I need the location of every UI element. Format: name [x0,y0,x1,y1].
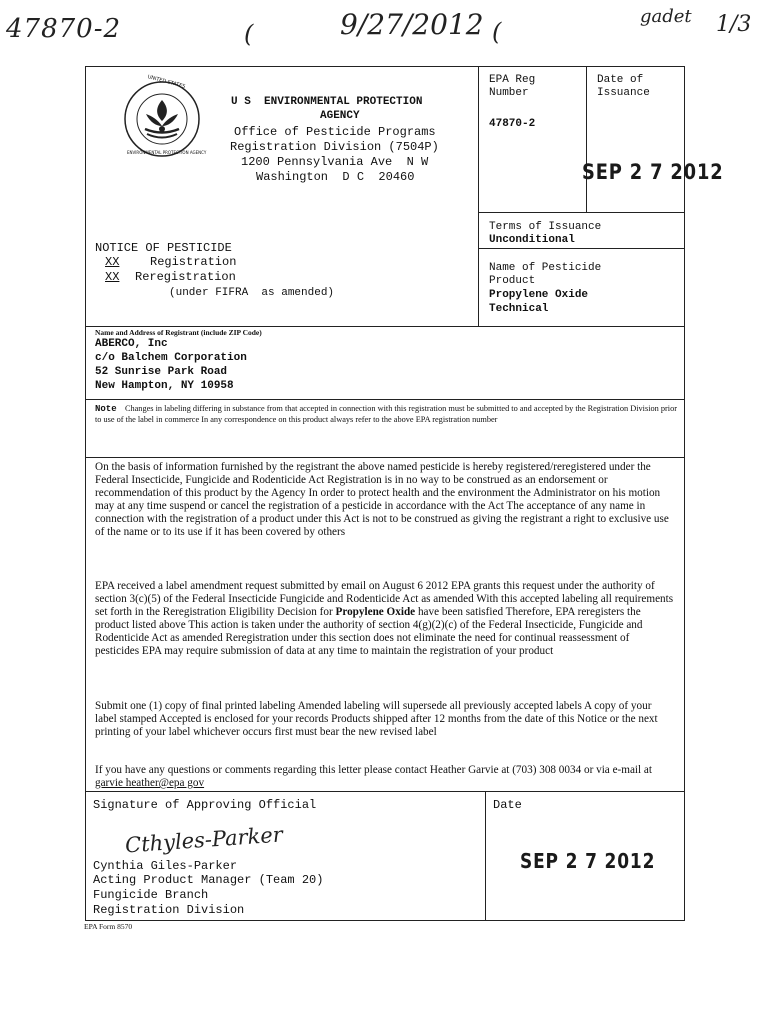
signer-title: Acting Product Manager (Team 20) [93,873,324,887]
issuance-date-label: Date of [597,74,644,86]
product-name: Propylene Oxide [489,289,589,301]
handwritten-paren-right: ( [492,18,502,46]
office-name: Office of Pesticide Programs [234,125,436,139]
epa-seal [123,74,207,158]
issuance-date-label-line2: Issuance [597,87,650,99]
product-name-line2: Technical [489,303,549,315]
terms-label: Terms of Issuance [489,221,602,233]
signer-name: Cynthia Giles-Parker [93,859,238,873]
handwritten-initials: gadet [640,6,692,27]
signer-division: Registration Division [93,903,245,917]
reg-number-value: 47870-2 [489,118,536,130]
handwritten-page-number: 1/3 [716,12,752,37]
amendment-text-pre: EPA received a label amendment request submitted by email on August 6 2012 EPA grants this request under the authority of section 3(c)(5) of the Federal Insecticide Fungicide and Rodenticide Act as amended With this accepted labeling all requirements set forth in the Reregistration Eligibility Decision for [95,580,674,618]
reg-number-label-line2: Number [489,87,529,99]
signature-date-stamp: SEP 2 7 2012 [520,849,656,873]
agency-name-line2: AGENCY [320,110,360,122]
notice-title: NOTICE OF PESTICIDE [95,241,232,255]
amendment-product-name: Propylene Oxide [335,605,416,618]
registrant-line4: New Hampton, NY 10958 [95,380,234,392]
contact-paragraph [95,764,675,790]
contact-text: If you have any questions or comments regarding this letter please contact Heather Garvie at (703) 308 0034 or via e-mail at [95,764,653,776]
product-label-line2: Product [489,275,536,287]
product-label: Name of Pesticide [489,262,602,274]
reregistration-mark: XX [105,270,120,284]
signer-branch: Fungicide Branch [93,888,209,902]
pesticide-registration-form [85,66,724,926]
division-name: Registration Division (7504P) [230,140,439,154]
form-number: EPA Form 8570 [84,922,133,931]
fifra-note: (under FIFRA as amended) [169,287,335,299]
handwritten-file-number: 47870-2 [6,14,122,44]
signature-label: Signature of Approving Official [93,798,317,812]
agency-name: U S ENVIRONMENTAL PROTECTION [231,96,423,108]
labeling-paragraph: Submit one (1) copy of final printed labeling Amended labeling will supersede all previously accepted labels A copy of your label stamped Accepted is enclosed for your records Products shipped after 12 months from the date of this Notice or the next printing of your label whichever occurs first must bear the new revised label [95,700,658,738]
seal-text-top: UNITED STATES [146,74,186,90]
registration-paragraph: On the basis of information furnished by the registrant the above named pesticide is hereby registered/reregistered under the Federal Insecticide, Fungicide and Rodenticide Act Registration is in no way to be construed as an endorsement or recommendation of this product by the Agency In order to protect health and the environment the Administrator on his motion may at any time suspend or cancel the registration of a pesticide in accordance with the Act The acceptance of any name in connection with the registration of a product under this Act is not to be construed as giving the registrant a right to exclusive use of the name or to its use if it has been covered by others [95,461,669,538]
city-address: Washington D C 20460 [256,170,415,184]
reg-number-label: EPA Reg [489,74,536,86]
handwritten-date: 9/27/2012 [340,8,484,41]
note-text: Changes in labeling differing in substance from that accepted in connection with this registration must be submitted to and accepted by the Registration Division prior to use of the label in commerce In any correspondence on this product always refer to the above EPA registration number [95,404,678,424]
amendment-paragraph [95,580,675,657]
note-label: Note [95,404,117,414]
reregistration-option: Reregistration [135,270,236,284]
handwritten-paren-left: ( [244,20,254,48]
registrant-line2: c/o Balchem Corporation [95,352,247,364]
registration-mark: XX [105,255,120,269]
seal-text-bottom: ENVIRONMENTAL PROTECTION AGENCY [127,150,207,155]
note-block [95,404,677,426]
registrant-label: Name and Address of Registrant (include ZIP Code) [95,328,262,337]
registrant-line1: ABERCO, Inc [95,338,168,350]
contact-email-link[interactable]: garvie heather@epa gov [95,776,205,789]
signature-handwriting: Cthyles-Parker [124,822,284,858]
issuance-date-stamp: SEP 2 7 2012 [582,160,724,184]
date-label: Date [493,798,522,812]
street-address: 1200 Pennsylvania Ave N W [241,155,429,169]
amendment-text-post: have been satisfied Therefore, EPA reregisters the product listed above This action is taken under the authority of section 4(g)(2)(c) of the Federal Insecticide, Fungicide and Rodenticide Act as amended Reregistration under this section does not eliminate the need for continual reassessment of pesticides EPA may require submission of data at any time to maintain the registration of your product [95,605,643,657]
terms-value: Unconditional [489,234,575,246]
registration-option: Registration [150,255,237,269]
registrant-line3: 52 Sunrise Park Road [95,366,228,378]
